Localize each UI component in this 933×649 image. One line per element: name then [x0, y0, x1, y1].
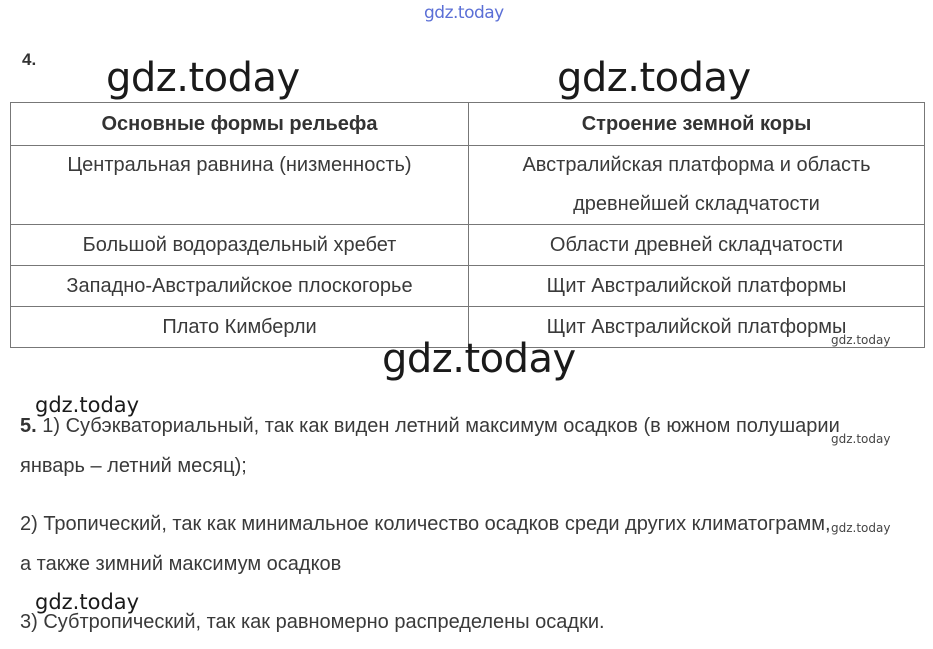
watermark-small-3: gdz.today — [831, 521, 891, 535]
table-row — [11, 146, 925, 225]
watermark-small-1: gdz.today — [831, 333, 891, 347]
task-5-item-3: 3) Субтропический, так как равномерно распределены осадки. — [20, 611, 605, 633]
cell-crust: Щит Австралийской платформы — [469, 307, 925, 348]
header-crust: Строение земной коры — [469, 103, 925, 146]
table-header-row — [11, 103, 925, 146]
cell-relief: Плато Кимберли — [11, 307, 469, 348]
cell-crust: Австралийская платформа и область древнейшей складчатости — [469, 146, 925, 225]
table-row — [11, 266, 925, 307]
cell-crust: Щит Австралийской платформы — [469, 266, 925, 307]
table-row — [11, 225, 925, 266]
cell-relief: Западно-Австралийское плоскогорье — [11, 266, 469, 307]
watermark-big-left: gdz.today — [106, 55, 300, 101]
cell-relief: Центральная равнина (низменность) — [11, 146, 469, 225]
task-5-number: 5. — [20, 415, 37, 437]
watermark-mid-1: gdz.today — [35, 393, 140, 417]
task-5-item-2: 2) Тропический, так как минимальное количество осадков среди других климатограмм, а также зимний максимум осадков — [20, 513, 831, 575]
task-5-item-1-text: 1) Субэкваториальный, так как виден летний максимум осадков (в южном полушарии январь – летний месяц); — [20, 415, 840, 477]
task-5-item-1 — [20, 406, 840, 486]
watermark-top: gdz.today — [424, 3, 504, 23]
watermark-mid-2: gdz.today — [35, 590, 140, 614]
relief-table — [10, 102, 925, 348]
task-4-number: 4. — [22, 50, 37, 69]
cell-relief: Большой водораздельный хребет — [11, 225, 469, 266]
cell-crust: Области древней складчатости — [469, 225, 925, 266]
watermark-big-center: gdz.today — [382, 336, 576, 382]
header-relief: Основные формы рельефа — [11, 103, 469, 146]
watermark-big-right: gdz.today — [557, 55, 751, 101]
watermark-small-2: gdz.today — [831, 432, 891, 446]
